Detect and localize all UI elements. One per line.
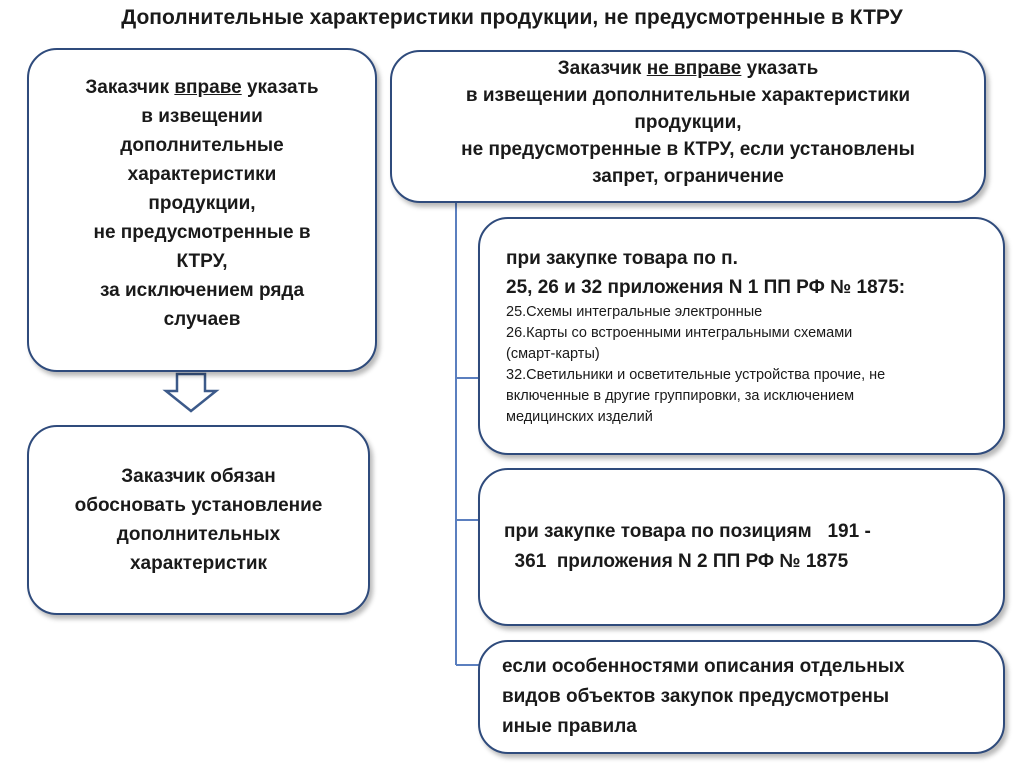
case-1-item: 25.Схемы интегральные электронные	[506, 304, 763, 320]
may-specify-line: Заказчик вправе указать	[85, 76, 319, 98]
case-3-line: видов объектов закупок предусмотрены	[502, 686, 890, 707]
may-specify-line: в извещении	[141, 105, 263, 127]
case-1-item: 32.Светильники и осветительные устройства прочие, не	[506, 367, 886, 383]
case-1-item: 26.Карты со встроенными интегральными схемами	[506, 325, 853, 341]
must-justify-line: характеристик	[129, 553, 268, 574]
may-not-specify-line: не предусмотренные в КТРУ, если установлены	[461, 139, 915, 160]
may-not-specify-box	[390, 50, 986, 203]
case-2-line: 361 приложения N 2 ПП РФ № 1875	[504, 551, 849, 572]
case-1-box	[478, 217, 1005, 455]
may-not-keyword: не вправе	[646, 58, 742, 79]
may-not-specify-line: в извещении дополнительные характеристики	[465, 85, 911, 106]
page-title: Дополнительные характеристики продукции, не предусмотренные в КТРУ	[121, 6, 903, 29]
case-1-heading: при закупке товара по п.	[506, 248, 738, 269]
may-keyword: вправе	[174, 76, 242, 98]
may-not-specify-line: Заказчик не вправе указать	[557, 58, 819, 79]
may-specify-line: за исключением ряда	[99, 279, 305, 301]
hollow-down-arrow-icon	[166, 374, 216, 411]
case-1-item: (смарт-карты)	[506, 346, 600, 362]
case-1-item: включенные в другие группировки, за исключением	[506, 388, 855, 404]
may-specify-line: КТРУ,	[176, 250, 228, 272]
case-2-line: при закупке товара по позициям 191 -	[504, 521, 871, 542]
case-1-heading: 25, 26 и 32 приложения N 1 ПП РФ № 1875:	[506, 277, 906, 298]
must-justify-line: Заказчик обязан	[121, 466, 276, 487]
may-specify-line: характеристики	[127, 163, 277, 185]
may-specify-line: случаев	[163, 308, 241, 330]
must-justify-line: дополнительных	[116, 524, 281, 545]
must-justify-box	[27, 425, 370, 615]
case-2-box	[478, 468, 1005, 626]
may-not-specify-line: запрет, ограничение	[592, 166, 784, 187]
may-specify-box	[27, 48, 377, 372]
case-3-box	[478, 640, 1005, 754]
may-not-specify-line: продукции,	[634, 112, 742, 133]
case-1-item: медицинских изделий	[506, 409, 653, 425]
case-3-line: иные правила	[502, 716, 637, 737]
may-specify-line: продукции,	[148, 192, 256, 214]
must-justify-line: обосновать установление	[74, 495, 323, 516]
case-3-line: если особенностями описания отдельных	[502, 656, 905, 677]
may-specify-line: дополнительные	[120, 134, 284, 156]
may-specify-line: не предусмотренные в	[93, 221, 311, 243]
